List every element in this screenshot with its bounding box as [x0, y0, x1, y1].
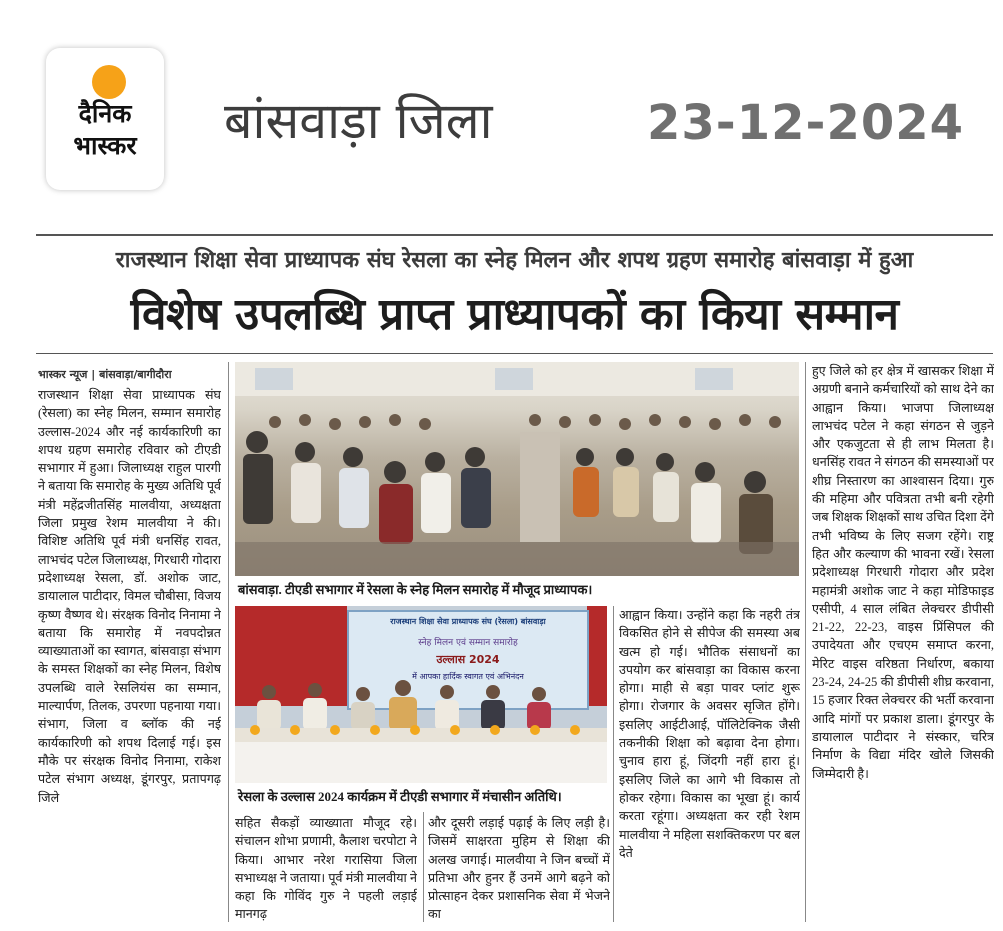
- logo-text-line1: दैनिक: [78, 99, 132, 128]
- article-column-2: सहित सैकड़ों व्याख्याता मौजूद रहे। संचालन शोभा प्रणामी, कैलाश चरपोटा ने किया। आभार नरेश गरासिया जिला सभाध्यक्ष ने जताया। पूर्व मंत्री मालवीया ने कहा कि गोविंद गुरु ने पहली लड़ाई मानगढ़: [235, 816, 417, 922]
- article-column-5: हुए जिले को हर क्षेत्र में खासकर शिक्षा में अग्रणी बनाने कर्मचारियों को साथ देने का आह्वान किया। भाजपा जिलाध्यक्ष लाभचंद पटेल ने कहा संगठन से जुड़ने और एकजुटता से ही लाभ मिलता है। धनसिंह रावत ने संगठन की समस्याओं पर शीघ्र निस्तारण का आश्वासन दिया। गुरु की महिमा और पवित्रता तभी बनी रहेगी जब शिक्षक शिक्षकों साथ उचित दिशा देंगे तभी भविष्य के लिए सजग रहेंगे। राष्ट्र हित और कल्याण की भावना रखें। रेसला प्रदेशाध्यक्ष गिरधारी गोदारा और प्रदेश महामंत्री अशोक जाट ने कहा मोडिफाइड एसीपी, 4 साल लंबित लेक्चरर डीपीसी 21-22, 22-23, वाइस प्रिंसिपल की उपादेयता और एचएम समाप्त करना, मेरिट वाइस वरिष्ठता निर्धारण, बकाया 23-24, 24-25 की डीपीसी शीघ्र करवाना, 15 हजार रिक्त लेक्चरर की भर्ती करवाना आदि मांगों पर प्रकाश डाला। डूंगरपुर के डायालाल पाटीदार ने संस्कार, चरित्र निर्माण के विद्या मंदिर खोले जिसकी जिम्मेदारी है।: [812, 364, 994, 781]
- article-column-3: और दूसरी लड़ाई पढ़ाई के लिए लड़ी है। जिसमें साक्षरता मुहिम से शिक्षा की अलख जगाई। मालवीया ने जिन बच्चों में प्रतिभा और हुनर हैं उनमें आगे बढ़ने को प्रोत्साहन देकर प्रशासनिक सेवा में भेजने का: [428, 816, 610, 922]
- district-title: बांसवाड़ा जिला: [224, 92, 493, 150]
- article-headline: विशेष उपलब्धि प्राप्त प्राध्यापकों का किया सम्मान: [130, 289, 899, 340]
- logo-text-line2: भास्कर: [73, 131, 137, 160]
- column-divider: [613, 606, 614, 922]
- audience-photo: [235, 362, 799, 576]
- dainik-bhaskar-logo: [46, 48, 164, 190]
- article-column-4: आह्वान किया। उन्होंने कहा कि नहरी तंत्र विकसित होने से सीपेज की समस्या अब खत्म हो गई। भौतिक संसाधनों का उपयोग कर बांसवाड़ा का विकास करना होगा। माही से बड़ा पावर प्लांट शुरू होगा। रोजगार के अवसर सृजित होंगे। इसलिए आईटीआई, पॉलिटेक्निक जैसी तकनीकी शिक्षा को बढ़ावा देना होगा। चुनाव हारा हूं, जिंदगी नहीं हारा हूं। इसलिए जिले का आगे भी विकास तो होकर रहेगा। विकास का भूखा हूं। कार्य करता रहूंगा। अध्यक्षता कर रही रेशम मालवीया ने महिला सशक्तिकरण पर बल देते: [619, 608, 800, 860]
- sun-icon: [92, 65, 126, 99]
- column-divider: [805, 362, 806, 922]
- column-divider: [423, 812, 424, 922]
- headline-rule: [36, 353, 993, 354]
- photo-caption-2: रेसला के उल्लास 2024 कार्यक्रम में टीएडी सभागार में मंचासीन अतिथि।: [238, 789, 562, 804]
- banner-line-2: स्नेह मिलन एवं सम्मान समारोह: [418, 638, 518, 648]
- byline: भास्कर न्यूज | बांसवाड़ा/बागीदौरा: [38, 368, 172, 381]
- top-rule: [36, 234, 993, 236]
- banner-line-3: उल्लास 2024: [436, 653, 500, 666]
- column-divider: [228, 362, 229, 922]
- photo-caption-1: बांसवाड़ा. टीएडी सभागार में रेसला के स्नेह मिलन समारोह में मौजूद प्राध्यापक।: [238, 582, 593, 597]
- banner-line-4: में आपका हार्दिक स्वागत एवं अभिनंदन: [412, 672, 524, 681]
- article-column-1: राजस्थान शिक्षा सेवा प्राध्यापक संघ (रेसला) का स्नेह मिलन, सम्मान समारोह उल्लास-2024 और नई कार्यकारिणी का शपथ ग्रहण समारोह रविवार को टीएडी सभागार में हुआ। जिलाध्यक्ष राहुल पारगी ने बताया कि समारोह के मुख्य अतिथि पूर्व मंत्री महेंद्रजीतसिंह मालवीया, अध्यक्षता जिला प्रमुख रेशम मालवीया ने की। विशिष्ट अतिथि पूर्व मंत्री धनसिंह रावत, लाभचंद पटेल जिलाध्यक्ष, गिरधारी गोदारा प्रदेशाध्यक्ष रेसला, डॉ. अशोक जाट, डायालाल पाटीदार, विमल चौबीसा, विजय कृष्ण वैष्णव थे। संरक्षक विनोद निनामा ने बताया कि समारोह में नवपदोन्नत व्याख्याताओं का स्वागत, बांसवाड़ा संभाग के समस्त शिक्षकों का स्नेह मिलन, विशेष उपलब्धि वाले रेसलियंस का सम्मान, माल्यार्पण, तिलक, उपरणा पहनाया गया। संभाग, जिला व ब्लॉक की नई कार्यकारिणी को शपथ दिलाई गई। इस मौके पर संरक्षक विनोद निनामा, राकेश पटेल संभाग अध्यक्ष, डूंगरपुर, प्रतापगढ़ जिले: [38, 388, 221, 805]
- edition-date: 23-12-2024: [647, 95, 965, 151]
- stage-guests-illustration: [235, 606, 607, 783]
- stage-photo: [235, 606, 607, 783]
- banner-line-1: राजस्थान शिक्षा सेवा प्राध्यापक संघ (रेसला) बांसवाड़ा: [390, 617, 546, 626]
- article-subheadline: राजस्थान शिक्षा सेवा प्राध्यापक संघ रेसला का स्नेह मिलन और शपथ ग्रहण समारोह बांसवाड़ा में हुआ: [115, 248, 914, 273]
- audience-photo-illustration: [235, 362, 799, 576]
